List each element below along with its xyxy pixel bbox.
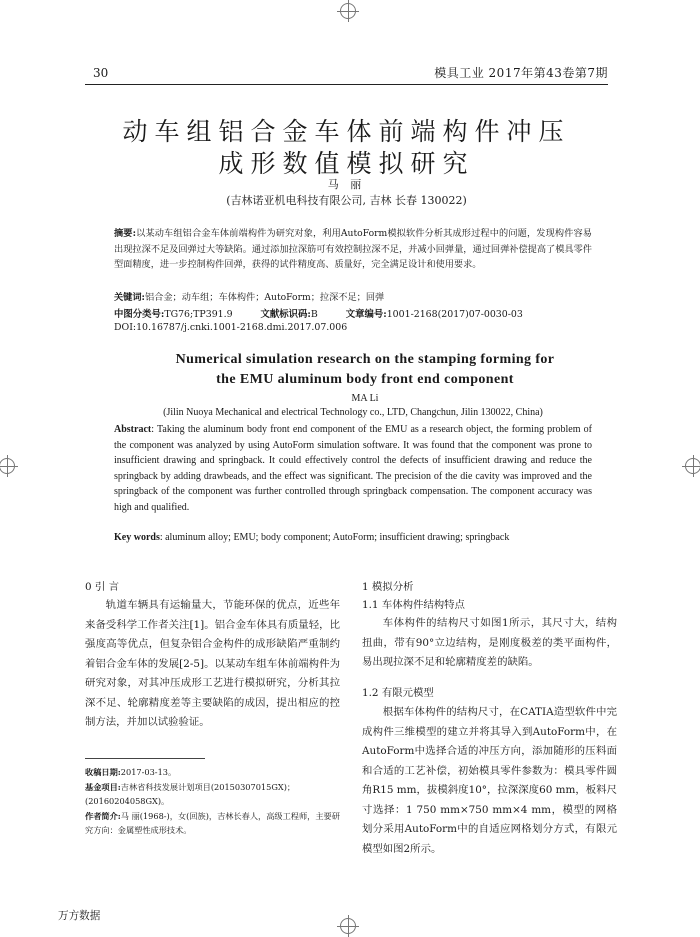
keywords-cn-text: 铝合金；动车组；车体构件；AutoForm；拉深不足；回弹 bbox=[144, 292, 385, 303]
keywords-en bbox=[114, 530, 592, 546]
affiliation-en: (Jilin Nuoya Mechanical and electrical Technology co., LTD, Changchun, Jilin 130022, China) bbox=[163, 407, 543, 418]
registration-mark-left bbox=[0, 455, 18, 477]
abstract-cn bbox=[114, 226, 592, 273]
structure-paragraph: 车体构件的结构尺寸如图1所示，其尺寸大，结构扭曲，带有90°立边结构，是刚度极差的类平面构件，易出现拉深不足和轮廓精度差的缺陷。 bbox=[362, 617, 617, 668]
registration-mark-bottom bbox=[337, 915, 359, 937]
doi-value: 10.16787/j.cnki.1001-2168.dmi.2017.07.006 bbox=[136, 322, 348, 333]
header-rule bbox=[85, 84, 608, 85]
footnote-rule bbox=[85, 758, 205, 759]
footnote-fund bbox=[85, 781, 340, 808]
subsection-fem-heading: 1.2 有限元模型 bbox=[362, 687, 434, 699]
doi-line bbox=[114, 322, 347, 333]
doi-label: DOI: bbox=[114, 322, 137, 333]
article-number-value: 1001-2168(2017)07-0030-03 bbox=[386, 309, 523, 320]
abstract-en-text: : Taking the aluminum body front end component of the EMU as a research object, the forming problem of the component was analyzed by using AutoForm simulation software. It was found that the component was prone to insufficient drawing and springback. It could effectively control the defects of insufficient drawing and reduce the springback by adding drawbeads, and the effect was significant. The precision of the die cavity was improved and the springback of the component was further controlled through springback compensation. The component accuracy was high and qualified. bbox=[114, 424, 592, 513]
footnote-received bbox=[85, 766, 340, 780]
title-cn-line2: 成形数值模拟研究 bbox=[218, 149, 475, 178]
affiliation-cn: (吉林诺亚机电科技有限公司, 吉林 长春 130022) bbox=[226, 194, 467, 207]
article-number-label: 文章编号: bbox=[345, 309, 387, 320]
author-bio-value: 马 丽(1968-)，女(回族)，吉林长春人，高级工程师，主要研究方向：金属塑性成形技术。 bbox=[85, 811, 340, 835]
fem-paragraph: 根据车体构件的结构尺寸，在CATIA造型软件中完成构件三维模型的建立并将其导入到AutoForm中，在AutoForm中选择合适的冲压方向，添加随形的压料面和合适的工艺补偿，初始模具零件参数为：模具零件圆角R15 mm，拔模斜度10°，拉深深度60 mm，板料尺寸选择：1 750 mm×750 mm×4 mm，模型的网格划分采用AutoForm中的自适应网格划分方式，有限元模型如图2所示。 bbox=[362, 706, 617, 855]
keywords-en-text: : aluminum alloy; EMU; body component; AutoForm; insufficient drawing; springback bbox=[159, 532, 510, 543]
abstract-cn-label: 摘要: bbox=[114, 228, 137, 239]
introduction-paragraph: 轨道车辆具有运输量大，节能环保的优点，近些年来备受科学工作者关注[1]。铝合金车体具有质量轻，比强度高等优点，但复杂铝合金构件的成形缺陷严重制约着铝合金车体的发展[2-5]。以某动车组车体前端构件为研究对象，对其冲压成形工艺进行模拟研究，分析其拉深不足、轮廓精度差等主要缺陷的成因，提出相应的控制方法，并加以试验验证。 bbox=[85, 599, 340, 728]
clc-label: 中图分类号: bbox=[114, 309, 165, 320]
received-label: 收稿日期: bbox=[85, 767, 121, 777]
author-en: MA Li bbox=[351, 393, 379, 404]
section-simulation-heading: 1 模拟分析 bbox=[362, 581, 414, 593]
subsection-structure-heading: 1.1 车体构件结构特点 bbox=[362, 599, 465, 611]
keywords-en-label: Key words bbox=[114, 532, 160, 543]
title-en-line1: Numerical simulation research on the stamping forming for bbox=[175, 352, 555, 367]
footnote-author bbox=[85, 810, 340, 837]
page-number: 30 bbox=[93, 66, 109, 80]
doc-code-value: B bbox=[310, 309, 318, 320]
received-value: 2017-03-13。 bbox=[120, 767, 177, 777]
author-bio-label: 作者简介: bbox=[85, 811, 121, 821]
journal-header: 模具工业 2017年第43卷第7期 bbox=[434, 66, 608, 80]
fund-value: 吉林省科技发展计划项目(20150307015GX)；(20160204058GX)。 bbox=[85, 782, 296, 806]
clc-value: TG76;TP391.9 bbox=[164, 309, 233, 320]
doc-code-label: 文献标识码: bbox=[260, 309, 311, 320]
abstract-en bbox=[114, 422, 592, 516]
keywords-cn bbox=[114, 290, 592, 306]
abstract-en-label: Abstract bbox=[114, 424, 152, 435]
section-introduction-heading: 0 引 言 bbox=[85, 581, 119, 593]
registration-mark-right bbox=[682, 455, 700, 477]
abstract-cn-text: 以某动车组铝合金车体前端构件为研究对象，利用AutoForm模拟软件分析其成形过程中的问题，发现构件容易出现拉深不足及回弹过大等缺陷。通过添加拉深筋可有效控制拉深不足，并减小回弹量，通过回弹补偿提高了模具零件型面精度，进一步控制构件回弹，获得的试件精度高、质量好，完全满足设计和使用要求。 bbox=[114, 228, 592, 270]
registration-mark-top bbox=[337, 0, 359, 22]
footer-watermark: 万方数据 bbox=[58, 910, 101, 922]
fund-label: 基金项目: bbox=[85, 782, 121, 792]
title-en-line2: the EMU aluminum body front end component bbox=[216, 372, 514, 387]
classification-line bbox=[114, 306, 523, 320]
keywords-cn-label: 关键词: bbox=[114, 292, 145, 303]
author-cn: 马 丽 bbox=[327, 178, 366, 191]
title-cn-line1: 动车组铝合金车体前端构件冲压 bbox=[122, 117, 571, 146]
